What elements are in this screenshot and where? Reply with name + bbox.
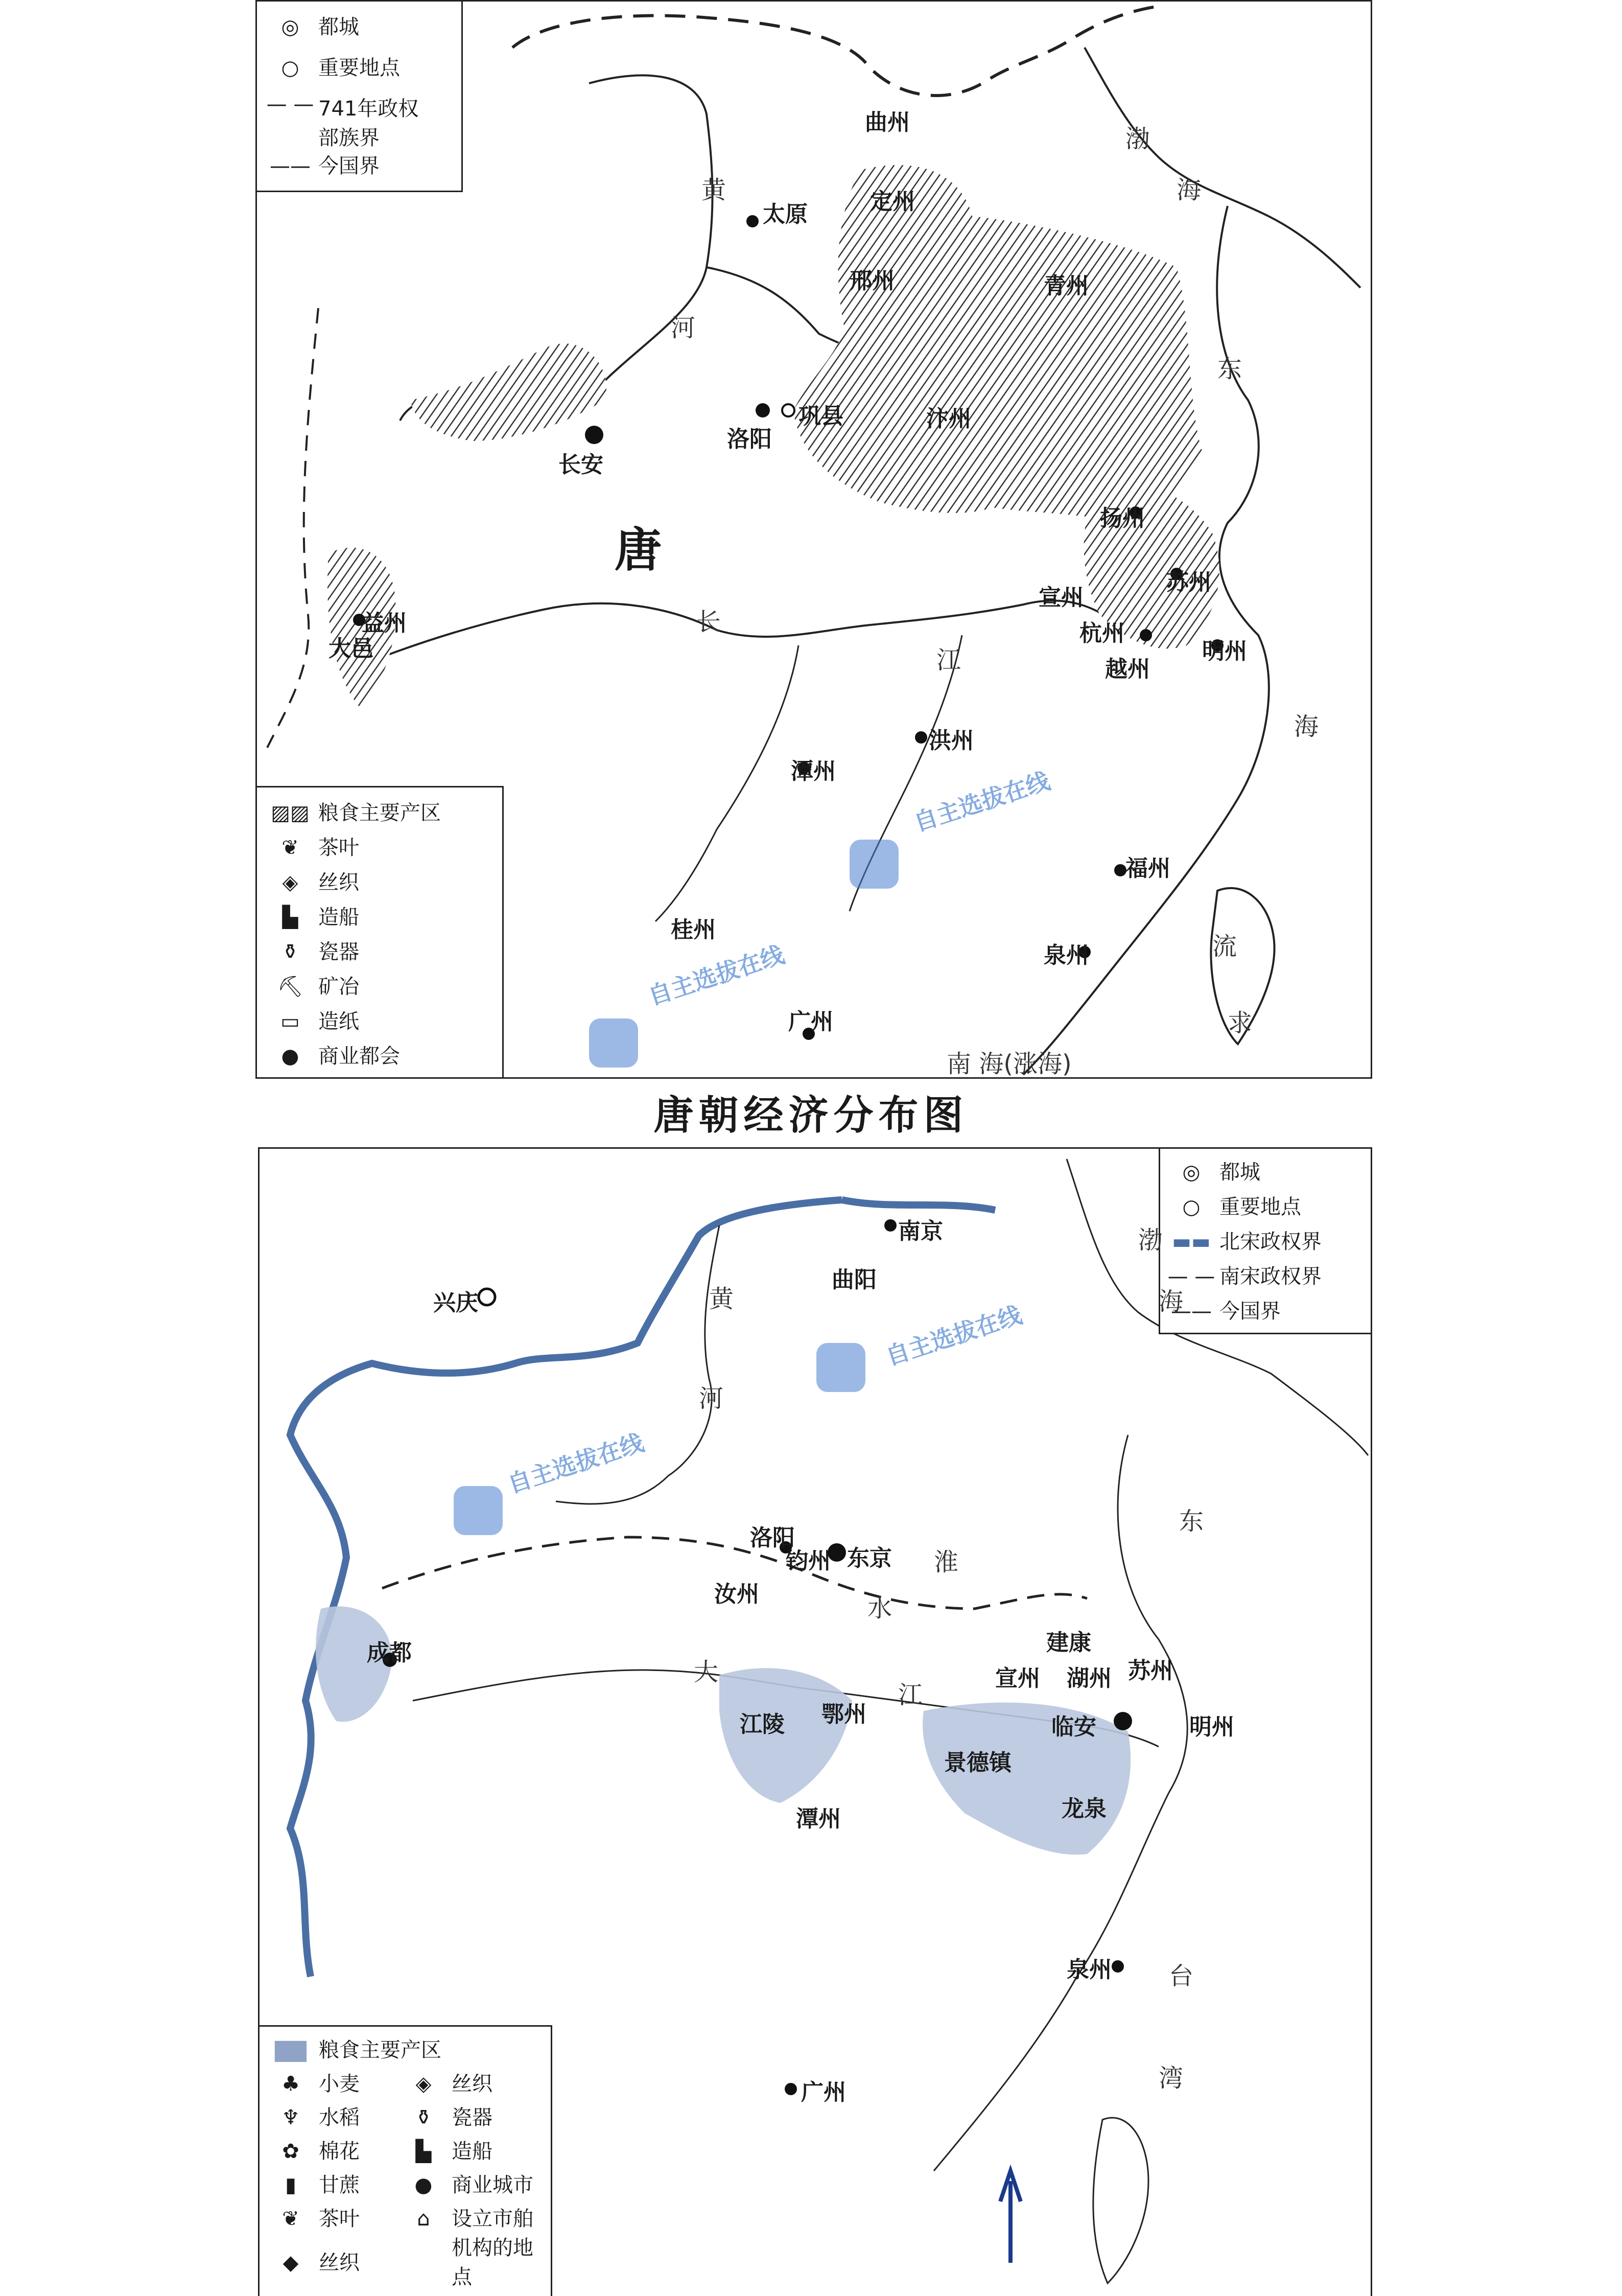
place-quanzhou-icon (1112, 1960, 1124, 1973)
water-jiang: 江 (936, 646, 961, 675)
legend-row-commerce: ● 商业都会 (262, 1040, 400, 1069)
grain-area-icon: ▇▇ (275, 2038, 307, 2062)
water-dong: 东 (1217, 355, 1242, 383)
water-bo: 渤 (1138, 1226, 1163, 1255)
grain-area-jiangnan (923, 1703, 1131, 1855)
grain-area-jianghan (719, 1668, 852, 1803)
north-arrow (1000, 2171, 1021, 2263)
water-tai: 台 (1169, 1962, 1194, 1990)
water-da: 大 (694, 1658, 719, 1686)
thin-line-icon: —— (1171, 1300, 1212, 1323)
water-shui: 水 (867, 1594, 892, 1622)
place-yuezhou: 越州 (1105, 656, 1150, 682)
water-nanhai: 南 海(涨海) (947, 1050, 1072, 1078)
legend-row-silk: ◈ 丝织 (262, 866, 359, 895)
water-huang: 黄 (709, 1285, 734, 1313)
legend-row-cotton: ✿ 棉花 ▙ 造船 (263, 2135, 492, 2164)
place-xingqing: 兴庆 (433, 1290, 478, 1316)
sugarcane-icon: ▮ (285, 2173, 296, 2197)
watermark-logo (816, 1343, 865, 1392)
grain-area-guanzhong (410, 343, 606, 441)
place-gongxian: 巩县 (798, 403, 843, 429)
silk-icon: ◈ (415, 2072, 432, 2096)
important-place-icon: ○ (281, 56, 299, 80)
northern-song-border-east (842, 1200, 995, 1210)
place-nanjing-icon (884, 1219, 897, 1232)
legend-row-mining: ⛏ 矿冶 (262, 970, 359, 1000)
water-liu: 流 (1212, 932, 1237, 961)
place-fuzhou-icon (1114, 864, 1126, 876)
silk-icon: ◈ (282, 871, 298, 894)
water-huang: 黄 (701, 176, 726, 204)
place-changan: 长安 (558, 452, 603, 478)
tea-icon: ❦ (282, 2207, 299, 2231)
place-yizhou: 益州 (362, 610, 407, 636)
dashed-line-icon: — — (1167, 1265, 1215, 1288)
place-fuzhou: 福州 (1125, 855, 1170, 882)
place-huzhou: 湖州 (1067, 1665, 1112, 1691)
place-hongzhou-icon (915, 731, 927, 744)
legend-boundaries (255, 0, 463, 192)
place-chengdu: 成都 (367, 1640, 412, 1666)
capital-xingqing-icon (479, 1289, 495, 1305)
legend-row-place: ○ 重要地点 (1163, 1191, 1301, 1220)
dashed-line-icon: — — (266, 92, 314, 116)
place-hangzhou: 杭州 (1079, 620, 1124, 646)
boundary-west-line (267, 308, 318, 748)
legend-row-ss-border: — — 南宋政权界 (1163, 1260, 1322, 1289)
yangtze-river (359, 600, 1125, 666)
place-hangzhou-icon (1140, 629, 1152, 641)
place-guangzhou: 广州 (788, 1009, 833, 1035)
place-suzhou: 苏州 (1128, 1658, 1173, 1684)
song-economy-map (258, 1147, 1372, 2296)
legend-row-grain: ▇▇ 粮食主要产区 (263, 2034, 441, 2063)
legend-products (258, 2025, 552, 2296)
place-dongjing: 东京 (847, 1545, 892, 1571)
place-guangzhou: 广州 (801, 2079, 846, 2105)
legend-row-porcelain: ⚱ 瓷器 (262, 936, 359, 965)
shipbuilding-icon: ▙ (415, 2140, 432, 2163)
legend-boundaries (1159, 1147, 1372, 1334)
legend-row-thin: —— 今国界 (1163, 1295, 1281, 1324)
water-qiu: 求 (1228, 1009, 1253, 1037)
place-luoyang: 洛阳 (727, 426, 772, 452)
place-jingdezhen: 景德镇 (944, 1750, 1012, 1776)
place-bianzhou: 汴州 (926, 406, 971, 432)
water-he: 河 (699, 1384, 724, 1413)
place-guizhou: 桂州 (671, 917, 716, 943)
place-suzhou: 苏州 (1166, 569, 1211, 595)
water-jiang: 江 (898, 1681, 923, 1709)
legend-row-capital: ◎ 都城 (1163, 1156, 1260, 1185)
legend-row-place: ○ 重要地点 (262, 52, 400, 81)
place-quanzhou: 泉州 (1044, 942, 1089, 968)
place-qingzhou: 青州 (1044, 273, 1089, 299)
legend-row-paper: ▭ 造纸 (262, 1005, 359, 1034)
boundary-741-line (512, 7, 1156, 96)
important-place-icon: ○ (1182, 1195, 1201, 1219)
tea-icon: ❦ (281, 836, 299, 860)
map-caption: 唐朝经济分布图 (653, 1092, 969, 1139)
watermark-text: 自主选拔在线 (645, 940, 788, 1011)
place-guangzhou-icon (785, 2083, 797, 2095)
place-mingzhou: 明州 (1202, 638, 1247, 664)
legend-row-tea: ❦ 茶叶 ⌂ 设立市舶机构的地点 (263, 2202, 549, 2290)
legend-row-ns-border: ▬▬ 北宋政权界 (1163, 1225, 1322, 1255)
legend-row-salt: ▙ 造船 (262, 901, 359, 930)
place-quzhou: 曲州 (865, 109, 910, 135)
capital-icon: ◎ (281, 15, 299, 39)
tang-economy-map (255, 0, 1372, 1079)
place-junzhou: 钧州 (786, 1548, 831, 1574)
grain-area-north (793, 165, 1202, 523)
water-wan: 湾 (1159, 2064, 1184, 2093)
legend-row-grain: ▨▨ 粮食主要产区 (262, 797, 441, 826)
capital-changan-icon (585, 426, 603, 444)
mining-icon: ⛏ (277, 975, 303, 999)
place-taiyuan-icon (746, 215, 759, 227)
watermark-logo (850, 840, 899, 889)
water-hai1: 海 (1159, 1287, 1184, 1316)
taiwan-island (1093, 2118, 1148, 2283)
place-dayi: 大邑 (328, 636, 373, 662)
place-longquan: 龙泉 (1062, 1796, 1107, 1822)
legend-products (255, 786, 504, 1079)
watermark-logo (589, 1018, 638, 1068)
wheat-icon: ♣ (281, 2072, 300, 2096)
watermark-text: 自主选拔在线 (504, 1428, 647, 1499)
water-he: 河 (671, 314, 696, 342)
market-office-icon: ⌂ (417, 2207, 430, 2231)
legend-row-wheat: ♣ 小麦 ◈ 丝织 (263, 2068, 492, 2097)
watermark-logo (454, 1486, 503, 1535)
silk2-icon: ◆ (283, 2251, 299, 2275)
place-linan: 临安 (1051, 1714, 1096, 1740)
dot-icon: ● (281, 1045, 299, 1068)
water-hai1: 海 (1177, 176, 1202, 204)
water-dong: 东 (1179, 1507, 1204, 1536)
place-ezhou: 鄂州 (821, 1701, 866, 1727)
capital-linan-icon (1114, 1712, 1132, 1730)
place-luoyang: 洛阳 (750, 1525, 795, 1551)
paper-icon: ▭ (280, 1010, 300, 1033)
place-hongzhou: 洪州 (929, 728, 974, 754)
legend-row-thin: —— 今国界 (262, 150, 380, 179)
place-mingzhou: 明州 (1189, 1714, 1234, 1740)
salt-icon: ▙ (282, 906, 298, 929)
watermark-text: 自主选拔在线 (910, 767, 1053, 837)
place-xingzhou: 邢州 (850, 268, 895, 294)
legend-row-sugarcane: ▮ 甘蔗 ● 商业城市 (263, 2169, 533, 2198)
cotton-icon: ✿ (282, 2140, 299, 2163)
northern-song-border-band (290, 1200, 842, 1977)
place-dingzhou: 定州 (870, 189, 915, 215)
place-nanjing: 南京 (898, 1218, 943, 1244)
water-chang: 长 (696, 608, 721, 636)
xiang-river (655, 645, 798, 921)
capital-luoyang-icon (756, 403, 770, 418)
place-quyang: 曲阳 (832, 1267, 877, 1293)
place-ruzhou: 汝州 (714, 1581, 759, 1607)
legend-row-capital: ◎ 都城 (262, 11, 359, 40)
place-jiankang: 建康 (1046, 1630, 1091, 1656)
place-xuanzhou: 宣州 (995, 1665, 1040, 1691)
place-tanzhou: 潭州 (791, 758, 836, 784)
rice-icon: ♆ (281, 2106, 300, 2129)
thick-band-icon: ▬▬ (1172, 1230, 1211, 1254)
legend-row-silk2: ◆ 丝织 (263, 2246, 360, 2276)
dot-icon: ● (414, 2173, 433, 2197)
place-xuanzhou: 宣州 (1039, 585, 1084, 611)
watermark-text: 自主选拔在线 (882, 1301, 1025, 1371)
place-taiyuan: 太原 (763, 201, 808, 227)
water-hai2: 海 (1294, 712, 1319, 741)
place-yangzhou: 扬州 (1100, 505, 1145, 531)
thin-line-icon: —— (270, 154, 311, 178)
legend-row-tea: ❦ 茶叶 (262, 831, 359, 861)
place-quanzhou: 泉州 (1067, 1957, 1112, 1983)
porcelain-icon: ⚱ (415, 2106, 432, 2129)
water-bo: 渤 (1125, 125, 1150, 153)
place-tanzhou: 潭州 (796, 1806, 841, 1832)
place-gongxian-icon (782, 404, 794, 416)
grain-hatch-icon: ▨▨ (271, 801, 310, 825)
porcelain-icon: ⚱ (281, 940, 299, 964)
legend-row-dashed: — — 741年政权部族界 (262, 92, 436, 151)
place-jiangling: 江陵 (740, 1711, 785, 1737)
water-huai: 淮 (934, 1548, 959, 1576)
region-tang: 唐 (615, 523, 662, 577)
legend-row-rice: ♆ 水稻 ⚱ 瓷器 (263, 2101, 492, 2130)
capital-icon: ◎ (1182, 1161, 1201, 1184)
